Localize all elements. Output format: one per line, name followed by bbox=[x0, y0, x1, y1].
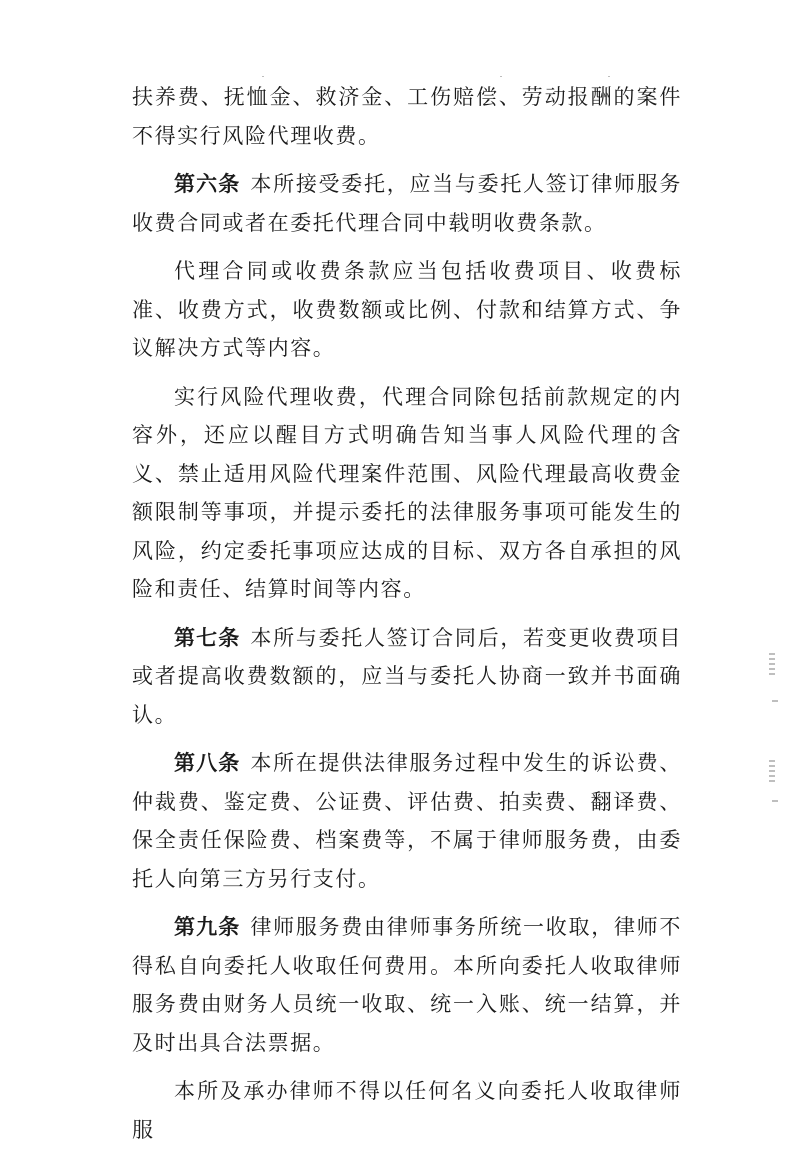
article-6-clause-3 bbox=[132, 378, 682, 609]
article-label: 第八条 bbox=[174, 751, 241, 775]
paragraph-text: 实行风险代理收费，代理合同除包括前款规定的内容外，还应以醒目方式明确告知当事人风险代理的含义、禁止适用风险代理案件范围、风险代理最高收费金额限制等事项，并提示委托的法律服务事项可能发生的风险，约定委托事项应达成的目标、双方各自承担的风险和责任、结算时间等内容。 bbox=[132, 384, 682, 601]
article-text: 本所在提供法律服务过程中发生的诉讼费、仲裁费、鉴定费、公证费、评估费、拍卖费、翻译费、保全责任保险费、档案费等，不属于律师服务费，由委托人向第三方另行支付。 bbox=[132, 751, 682, 891]
article-9-clause-2 bbox=[132, 1072, 682, 1149]
scan-artifact bbox=[769, 653, 775, 675]
article-text: 本所接受委托，应当与委托人签订律师服务收费合同或者在委托代理合同中载明收费条款。 bbox=[132, 172, 682, 235]
scan-artifact bbox=[608, 76, 610, 77]
article-label: 第七条 bbox=[174, 625, 241, 650]
article-8 bbox=[132, 744, 682, 898]
paragraph-text: 扶养费、抚恤金、救济金、工伤赔偿、劳动报酬的案件不得实行风险代理收费。 bbox=[132, 85, 682, 148]
scan-artifact bbox=[500, 76, 502, 77]
scan-artifact bbox=[262, 76, 264, 77]
article-6 bbox=[132, 165, 682, 242]
article-9 bbox=[132, 908, 682, 1062]
article-6-clause-2 bbox=[132, 252, 682, 368]
article-text: 本所与委托人签订合同后，若变更收费项目或者提高收费数额的，应当与委托人协商一致并书面确认。 bbox=[132, 625, 682, 727]
article-label: 第九条 bbox=[174, 915, 241, 939]
paragraph-text: 代理合同或收费条款应当包括收费项目、收费标准、收费方式，收费数额或比例、付款和结算方式、争议解决方式等内容。 bbox=[132, 259, 682, 360]
article-text: 律师服务费由律师事务所统一收取，律师不得私自向委托人收取任何费用。本所向委托人收取律师服务费由财务人员统一收取、统一入账、统一结算，并及时出具合法票据。 bbox=[132, 915, 682, 1055]
document-body bbox=[132, 78, 682, 1159]
article-label: 第六条 bbox=[174, 172, 241, 196]
paragraph-continuation bbox=[132, 78, 682, 155]
scan-artifact bbox=[769, 760, 775, 784]
paragraph-text: 本所及承办律师不得以任何名义向委托人收取律师服 bbox=[132, 1079, 682, 1142]
article-7 bbox=[132, 619, 682, 735]
scan-artifact bbox=[772, 800, 778, 804]
scan-artifact bbox=[772, 700, 778, 704]
